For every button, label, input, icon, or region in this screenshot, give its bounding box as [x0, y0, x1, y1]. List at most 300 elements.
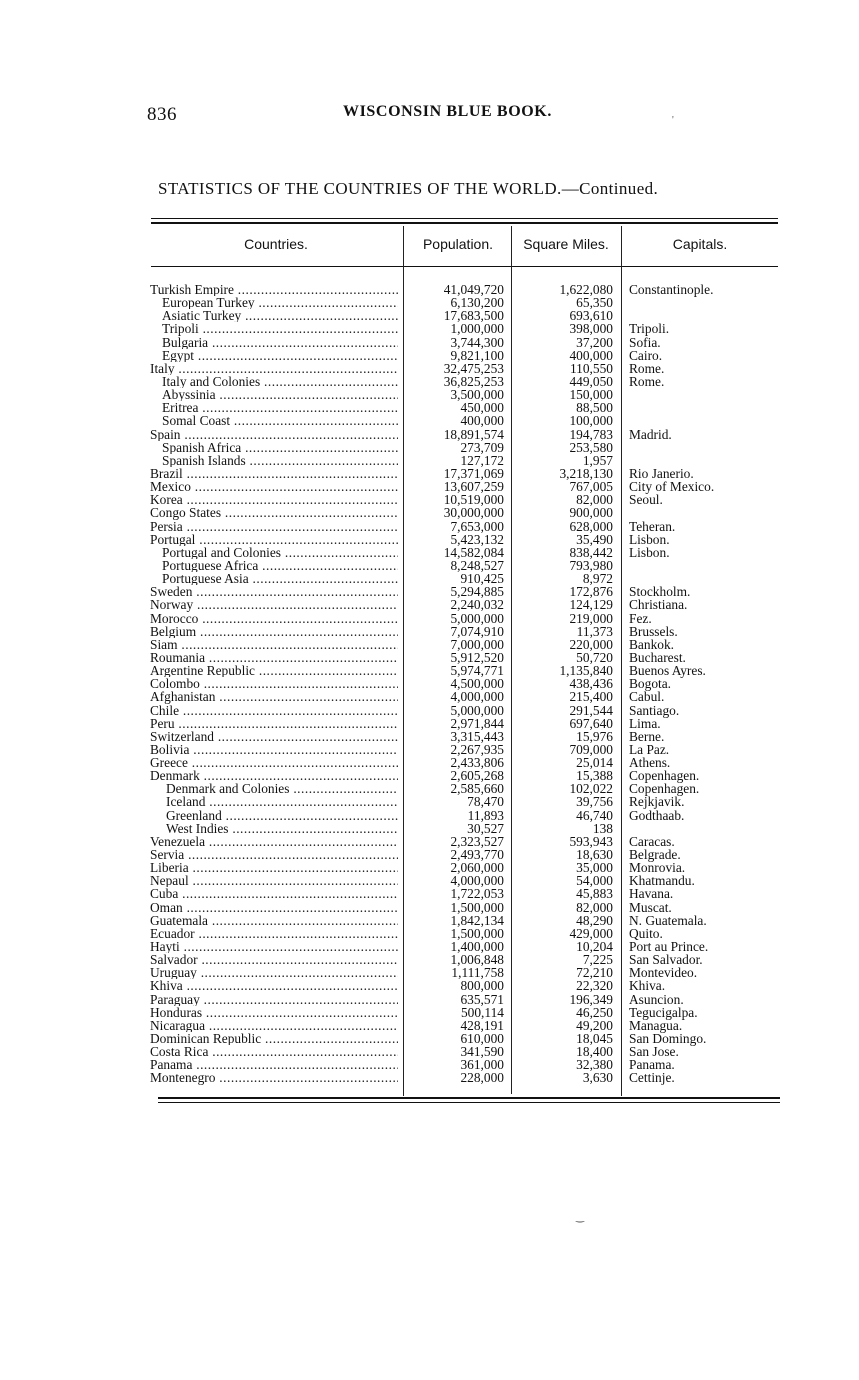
country-name: Panama .....	[150, 1058, 398, 1071]
capital-cell: Lisbon.	[629, 531, 670, 547]
table-row	[0, 966, 859, 979]
country-name: Montenegro .....	[150, 1071, 398, 1084]
table-row	[0, 1071, 859, 1084]
square-miles-cell: 18,045	[576, 1031, 613, 1047]
square-miles-cell: 220,000	[569, 636, 613, 652]
table-row	[0, 993, 859, 1006]
square-miles-cell: 709,000	[569, 741, 613, 757]
country-name: Colombo .....	[150, 677, 398, 690]
population-cell: 610,000	[460, 1031, 504, 1047]
square-miles-cell: 150,000	[569, 387, 613, 403]
table-row	[0, 927, 859, 940]
capital-cell: La Paz.	[629, 741, 670, 757]
table-row	[0, 835, 859, 848]
table-row	[0, 533, 859, 546]
country-name: Italy .....	[150, 362, 398, 375]
square-miles-cell: 438,436	[569, 676, 613, 692]
population-cell: 10,519,000	[443, 492, 504, 508]
country-name: Argentine Republic .....	[150, 664, 398, 677]
population-cell: 36,825,253	[443, 373, 504, 389]
square-miles-cell: 48,290	[576, 912, 613, 928]
country-name: Morocco .....	[150, 612, 398, 625]
capital-cell: Rejkjavik.	[629, 794, 685, 810]
square-miles-cell: 11,373	[576, 623, 613, 639]
capital-cell: San Salvador.	[629, 952, 703, 968]
population-cell: 4,500,000	[450, 676, 504, 692]
capital-cell: Brussels.	[629, 623, 678, 639]
table-row	[0, 296, 859, 309]
population-cell: 228,000	[460, 1070, 504, 1086]
square-miles-cell: 10,204	[576, 939, 613, 955]
table-row	[0, 887, 859, 900]
population-cell: 2,240,032	[450, 597, 504, 613]
population-cell: 8,248,527	[450, 557, 504, 573]
capital-cell: Khatmandu.	[629, 873, 695, 889]
country-name: Honduras .....	[150, 1006, 398, 1019]
capital-cell: Athens.	[629, 755, 671, 771]
table-row	[0, 717, 859, 730]
square-miles-cell: 693,610	[569, 308, 613, 324]
country-name: Abyssinia .....	[162, 388, 398, 401]
country-name: Korea .....	[150, 493, 398, 506]
capital-cell: Quito.	[629, 925, 663, 941]
table-row	[0, 598, 859, 611]
square-miles-cell: 50,720	[576, 649, 613, 665]
table-row	[0, 362, 859, 375]
population-cell: 428,191	[460, 1017, 504, 1033]
table-row	[0, 612, 859, 625]
running-head: WISCONSIN BLUE BOOK.	[343, 103, 552, 120]
capital-cell: Godthaab.	[629, 807, 685, 823]
header-rule	[151, 266, 778, 267]
square-miles-cell: 291,544	[569, 702, 613, 718]
population-cell: 1,500,000	[450, 899, 504, 915]
country-name: Switzerland .....	[150, 730, 398, 743]
capital-cell: Copenhagen.	[629, 781, 700, 797]
country-name: Bulgaria .....	[162, 336, 398, 349]
table-row	[0, 1045, 859, 1058]
population-cell: 17,371,069	[443, 465, 504, 481]
bottom-rule-thick	[158, 1097, 780, 1099]
capital-cell: Constantinople.	[629, 282, 714, 297]
table-row	[0, 441, 859, 454]
square-miles-cell: 628,000	[569, 518, 613, 534]
population-cell: 5,423,132	[450, 531, 504, 547]
table-row	[0, 375, 859, 388]
square-miles-cell: 793,980	[569, 557, 613, 573]
table-row	[0, 309, 859, 322]
square-miles-cell: 46,740	[576, 807, 613, 823]
capital-cell: Caracas.	[629, 833, 675, 849]
capital-cell: Bankok.	[629, 636, 675, 652]
square-miles-cell: 400,000	[569, 347, 613, 363]
square-miles-cell: 593,943	[569, 833, 613, 849]
table-row	[0, 690, 859, 703]
capital-cell: Tegucigalpa.	[629, 1004, 698, 1020]
capital-cell: Asuncion.	[629, 991, 684, 1007]
top-rule-thin	[151, 218, 778, 219]
country-name: Paraguay .....	[150, 993, 398, 1006]
country-name: Venezuela .....	[150, 835, 398, 848]
square-miles-cell: 219,000	[569, 610, 613, 626]
square-miles-cell: 22,320	[576, 978, 613, 994]
population-cell: 9,821,100	[450, 347, 504, 363]
capital-cell: Managua.	[629, 1017, 683, 1033]
capital-cell: Buenos Ayres.	[629, 663, 706, 679]
country-name: Chile .....	[150, 704, 398, 717]
capital-cell: N. Guatemala.	[629, 912, 707, 928]
population-cell: 3,315,443	[450, 728, 504, 744]
square-miles-cell: 37,200	[576, 334, 613, 350]
country-name: Afghanistan .....	[150, 690, 398, 703]
country-name: Ecuador .....	[150, 927, 398, 940]
country-name: Eritrea .....	[162, 401, 398, 414]
square-miles-cell: 449,050	[569, 373, 613, 389]
population-cell: 5,000,000	[450, 702, 504, 718]
capital-cell: City of Mexico.	[629, 479, 715, 495]
population-cell: 273,709	[460, 439, 504, 455]
country-name: Spanish Islands .....	[162, 454, 398, 467]
capital-cell: Khiva.	[629, 978, 666, 994]
table-title: STATISTICS OF THE COUNTRIES OF THE WORLD.—Continued.	[158, 179, 659, 198]
country-name: Khiva .....	[150, 979, 398, 992]
population-cell: 635,571	[460, 991, 504, 1007]
table-row	[0, 428, 859, 441]
capital-cell: Montevideo.	[629, 965, 698, 981]
country-name: European Turkey .....	[162, 296, 398, 309]
country-name: Liberia .....	[150, 861, 398, 874]
capital-cell: Teheran.	[629, 518, 676, 534]
country-name: Portugal .....	[150, 533, 398, 546]
population-cell: 2,060,000	[450, 860, 504, 876]
table-body	[0, 283, 859, 1085]
table-row	[0, 1006, 859, 1019]
table-row	[0, 914, 859, 927]
country-name: Cuba .....	[150, 887, 398, 900]
table-row	[0, 940, 859, 953]
country-name: Sweden .....	[150, 585, 398, 598]
capital-cell: Sofia.	[629, 334, 661, 350]
population-cell: 1,500,000	[450, 925, 504, 941]
table-row	[0, 467, 859, 480]
capital-cell: Tripoli.	[629, 321, 670, 337]
table-row	[0, 559, 859, 572]
square-miles-cell: 49,200	[576, 1017, 613, 1033]
country-name: Oman .....	[150, 901, 398, 914]
population-cell: 2,433,806	[450, 755, 504, 771]
square-miles-cell: 15,976	[576, 728, 613, 744]
capital-cell: Copenhagen.	[629, 768, 700, 784]
population-cell: 361,000	[460, 1057, 504, 1073]
population-cell: 500,114	[460, 1004, 504, 1020]
population-cell: 1,842,134	[450, 912, 504, 928]
population-cell: 127,172	[460, 452, 504, 468]
population-cell: 4,000,000	[450, 873, 504, 889]
square-miles-cell: 1,622,080	[559, 282, 613, 297]
column-header-square-miles: Square Miles.	[523, 236, 609, 252]
country-name: Peru .....	[150, 717, 398, 730]
country-name: Asiatic Turkey .....	[162, 309, 398, 322]
table-row	[0, 769, 859, 782]
square-miles-cell: 124,129	[569, 597, 613, 613]
country-name: Persia .....	[150, 520, 398, 533]
square-miles-cell: 215,400	[569, 689, 613, 705]
capital-cell: Rio Janerio.	[629, 465, 694, 481]
table-row	[0, 546, 859, 559]
table-row	[0, 283, 859, 296]
table-row	[0, 414, 859, 427]
square-miles-cell: 18,630	[576, 847, 613, 863]
square-miles-cell: 1,957	[582, 452, 613, 468]
population-cell: 2,267,935	[450, 741, 504, 757]
square-miles-cell: 8,972	[582, 571, 613, 587]
square-miles-cell: 3,218,130	[559, 465, 613, 481]
square-miles-cell: 838,442	[569, 544, 613, 560]
square-miles-cell: 46,250	[576, 1004, 613, 1020]
capital-cell: Seoul.	[629, 492, 663, 508]
population-cell: 5,974,771	[450, 663, 504, 679]
square-miles-cell: 18,400	[576, 1044, 613, 1060]
square-miles-cell: 429,000	[569, 925, 613, 941]
square-miles-cell: 138	[592, 820, 613, 836]
country-name: Hayti .....	[150, 940, 398, 953]
capital-cell: Berne.	[629, 728, 665, 744]
bottom-rule-thin	[158, 1102, 780, 1103]
square-miles-cell: 194,783	[569, 426, 613, 442]
country-name: Portuguese Asia .....	[162, 572, 398, 585]
population-cell: 5,000,000	[450, 610, 504, 626]
country-name: Nepaul .....	[150, 874, 398, 887]
country-name: Costa Rica .....	[150, 1045, 398, 1058]
population-cell: 6,130,200	[450, 295, 504, 311]
table-row	[0, 651, 859, 664]
population-cell: 1,000,000	[450, 321, 504, 337]
capital-cell: Santiago.	[629, 702, 680, 718]
square-miles-cell: 39,756	[576, 794, 613, 810]
square-miles-cell: 100,000	[569, 413, 613, 429]
table-row	[0, 625, 859, 638]
capital-cell: Belgrade.	[629, 847, 681, 863]
country-name: Brazil .....	[150, 467, 398, 480]
country-name: Egypt .....	[162, 349, 398, 362]
population-cell: 3,744,300	[450, 334, 504, 350]
capital-cell: Lima.	[629, 715, 661, 731]
country-name: West Indies .....	[166, 822, 398, 835]
country-name: Roumania .....	[150, 651, 398, 664]
capital-cell: Cabul.	[629, 689, 665, 705]
square-miles-cell: 196,349	[569, 991, 613, 1007]
table-row	[0, 493, 859, 506]
square-miles-cell: 253,580	[569, 439, 613, 455]
table-row	[0, 349, 859, 362]
population-cell: 2,323,527	[450, 833, 504, 849]
square-miles-cell: 35,000	[576, 860, 613, 876]
population-cell: 1,006,848	[450, 952, 504, 968]
table-row	[0, 1019, 859, 1032]
country-name: Denmark .....	[150, 769, 398, 782]
square-miles-cell: 25,014	[576, 755, 613, 771]
square-miles-cell: 3,630	[582, 1070, 613, 1086]
column-header-population: Population.	[422, 236, 494, 252]
country-name: Uruguay .....	[150, 966, 398, 979]
population-cell: 1,722,053	[450, 886, 504, 902]
country-name: Siam .....	[150, 638, 398, 651]
population-cell: 2,971,844	[450, 715, 504, 731]
population-cell: 30,527	[467, 820, 504, 836]
table-row	[0, 901, 859, 914]
country-name: Norway .....	[150, 598, 398, 611]
stray-mark: ‿	[576, 1212, 585, 1223]
country-name: Denmark and Colonies .....	[166, 782, 398, 795]
table-row	[0, 874, 859, 887]
capital-cell: Christiana.	[629, 597, 688, 613]
country-name: Congo States .....	[150, 506, 398, 519]
country-name: Greece .....	[150, 756, 398, 769]
population-cell: 41,049,720	[443, 282, 504, 297]
table-row	[0, 979, 859, 992]
population-cell: 450,000	[460, 400, 504, 416]
table-row	[0, 730, 859, 743]
square-miles-cell: 45,883	[576, 886, 613, 902]
country-name: Portuguese Africa .....	[162, 559, 398, 572]
square-miles-cell: 172,876	[569, 584, 613, 600]
population-cell: 1,111,758	[451, 965, 504, 981]
square-miles-cell: 65,350	[576, 295, 613, 311]
square-miles-cell: 102,022	[569, 781, 613, 797]
population-cell: 13,607,259	[443, 479, 504, 495]
column-header-capitals: Capitals.	[672, 236, 728, 252]
capital-cell: San Jose.	[629, 1044, 679, 1060]
table-row	[0, 848, 859, 861]
population-cell: 4,000,000	[450, 689, 504, 705]
capital-cell: Fez.	[629, 610, 652, 626]
country-name: Greenland .....	[166, 809, 398, 822]
population-cell: 18,891,574	[443, 426, 504, 442]
table-row	[0, 809, 859, 822]
population-cell: 2,493,770	[450, 847, 504, 863]
country-name: Guatemala .....	[150, 914, 398, 927]
capital-cell: Monrovia.	[629, 860, 686, 876]
table-row	[0, 743, 859, 756]
table-row	[0, 1032, 859, 1045]
country-name: Italy and Colonies .....	[162, 375, 398, 388]
population-cell: 7,653,000	[450, 518, 504, 534]
square-miles-cell: 32,380	[576, 1057, 613, 1073]
square-miles-cell: 82,000	[576, 492, 613, 508]
table-row	[0, 520, 859, 533]
population-cell: 7,000,000	[450, 636, 504, 652]
capital-cell: Lisbon.	[629, 544, 670, 560]
capital-cell: Rome.	[629, 360, 665, 376]
country-name: Bolivia .....	[150, 743, 398, 756]
square-miles-cell: 82,000	[576, 899, 613, 915]
column-header-countries: Countries.	[244, 236, 308, 252]
table-row	[0, 795, 859, 808]
capital-cell: Cettinje.	[629, 1070, 675, 1086]
country-name: Tripoli .....	[162, 322, 398, 335]
table-row	[0, 1058, 859, 1071]
square-miles-cell: 1,135,840	[559, 663, 613, 679]
population-cell: 7,074,910	[450, 623, 504, 639]
capital-cell: San Domingo.	[629, 1031, 707, 1047]
population-cell: 30,000,000	[443, 505, 504, 521]
country-name: Servia .....	[150, 848, 398, 861]
table-row	[0, 585, 859, 598]
table-row	[0, 638, 859, 651]
table-row	[0, 677, 859, 690]
country-name: Salvador .....	[150, 953, 398, 966]
country-name: Spain .....	[150, 428, 398, 441]
capital-cell: Panama.	[629, 1057, 675, 1073]
square-miles-cell: 110,550	[569, 360, 613, 376]
country-name: Somal Coast .....	[162, 414, 398, 427]
population-cell: 14,582,084	[443, 544, 504, 560]
table-row	[0, 861, 859, 874]
table-row	[0, 454, 859, 467]
square-miles-cell: 398,000	[569, 321, 613, 337]
country-name: Spanish Africa .....	[162, 441, 398, 454]
stray-mark: '	[672, 115, 674, 126]
country-name: Nicaragua .....	[150, 1019, 398, 1032]
population-cell: 910,425	[460, 571, 504, 587]
page-number: 836	[147, 104, 177, 125]
population-cell: 2,605,268	[450, 768, 504, 784]
table-row	[0, 953, 859, 966]
capital-cell: Muscat.	[629, 899, 672, 915]
top-rule-thick	[151, 222, 778, 224]
table-row	[0, 822, 859, 835]
square-miles-cell: 7,225	[582, 952, 613, 968]
capital-cell: Havana.	[629, 886, 674, 902]
table-row	[0, 480, 859, 493]
table-row	[0, 388, 859, 401]
capital-cell: Rome.	[629, 373, 665, 389]
population-cell: 3,500,000	[450, 387, 504, 403]
table-row	[0, 572, 859, 585]
country-name: Belgium .....	[150, 625, 398, 638]
capital-cell: Madrid.	[629, 426, 672, 442]
population-cell: 17,683,500	[443, 308, 504, 324]
capital-cell: Cairo.	[629, 347, 663, 363]
capital-cell: Stockholm.	[629, 584, 691, 600]
capital-cell: Bogota.	[629, 676, 672, 692]
square-miles-cell: 88,500	[576, 400, 613, 416]
population-cell: 5,912,520	[450, 649, 504, 665]
square-miles-cell: 35,490	[576, 531, 613, 547]
population-cell: 400,000	[460, 413, 504, 429]
table-row	[0, 322, 859, 335]
population-cell: 341,590	[460, 1044, 504, 1060]
table-row	[0, 401, 859, 414]
population-cell: 2,585,660	[450, 781, 504, 797]
population-cell: 800,000	[460, 978, 504, 994]
table-row	[0, 704, 859, 717]
square-miles-cell: 54,000	[576, 873, 613, 889]
country-name: Portugal and Colonies .....	[162, 546, 398, 559]
square-miles-cell: 697,640	[569, 715, 613, 731]
square-miles-cell: 15,388	[576, 768, 613, 784]
country-name: Dominican Republic .....	[150, 1032, 398, 1045]
population-cell: 32,475,253	[443, 360, 504, 376]
population-cell: 5,294,885	[450, 584, 504, 600]
table-row	[0, 782, 859, 795]
square-miles-cell: 767,005	[569, 479, 613, 495]
country-name: Mexico .....	[150, 480, 398, 493]
country-name: Turkish Empire .....	[150, 283, 398, 296]
square-miles-cell: 72,210	[576, 965, 613, 981]
square-miles-cell: 900,000	[569, 505, 613, 521]
population-cell: 78,470	[467, 794, 504, 810]
